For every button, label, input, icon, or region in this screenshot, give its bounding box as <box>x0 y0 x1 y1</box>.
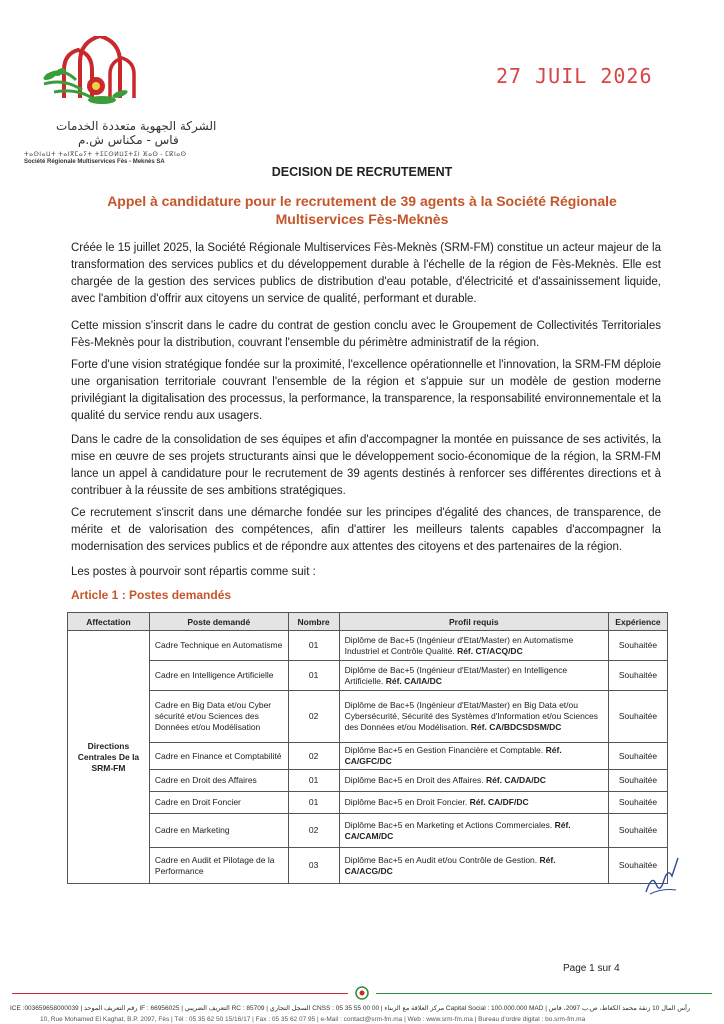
ref-code: Réf. CA/GFC/DC <box>344 745 562 766</box>
paragraph-consolidation: Dans le cadre de la consolidation de ses équipes et afin d'accompagner la montée en puissance de ses activités, la mise en œuvre de ses projets structurants ainsi que le développement socio-économique de la région, la SRM-FM lance un appel à candidature pour le recrutement de 39 agents destinés à renforcer ses différentes directions et à contribuer à la réussite de ses ambitions stratégiques. <box>71 434 661 497</box>
paragraph-mission: Cette mission s'inscrit dans le cadre du contrat de gestion conclu avec le Groupement de Collectivités Territoriales Fès-Meknès pour la distribution, couvrant l'ensemble du périmètre administratif de la région. <box>71 320 661 349</box>
experience-cell: Souhaitée <box>608 661 667 691</box>
profil-cell <box>339 814 608 848</box>
logo-tifinagh-line: ⵜⴰⵙⵏⴰⵡⵜ ⵜⴰⵏⴳⵎⴰⵢⵜ ⵜⵉⵎⵙⵍⵡⵉⵜⵉⵏ ⴼⴰⵙ - ⵎⴽⵏⴰⵙ <box>24 152 187 158</box>
profil-cell <box>339 631 608 661</box>
profil-text: Diplôme Bac+5 en Droit Foncier. <box>344 797 468 807</box>
profil-text: Diplôme Bac+5 en Audit et/ou Contrôle de Gestion. <box>344 854 538 865</box>
profil-cell <box>339 792 608 814</box>
poste-cell: Cadre en Big Data et/ou Cyber sécurité et/ou Sciences des Données et/ou Modélisation <box>149 691 288 743</box>
footer-emblem-icon <box>354 985 370 1001</box>
table-row <box>68 848 668 884</box>
table-row <box>68 661 668 691</box>
ref-code: Réf. CA/DA/DC <box>485 775 546 785</box>
profil-cell <box>339 691 608 743</box>
poste-cell: Cadre en Droit des Affaires <box>149 770 288 792</box>
logo-company-name: Société Régionale Multiservices Fès - Meknès SA <box>24 159 165 165</box>
poste-cell: Cadre en Marketing <box>149 814 288 848</box>
table-row <box>68 792 668 814</box>
header-affectation: Affectation <box>68 613 150 631</box>
article-heading: Article 1 : Postes demandés <box>71 588 232 602</box>
profil-text: Diplôme de Bac+5 (Ingénieur d'Etat/Master) en Intelligence Artificielle. <box>344 664 568 686</box>
profil-text: Diplôme Bac+5 en Droit des Affaires. <box>344 775 484 785</box>
profil-text: Diplôme de Bac+5 (Ingénieur d'Etat/Master) en Big Data et/ou Cybersécurité, Sécurité des Systèmes d'Information et/ou Sciences des Données et/ou Modélisation. <box>344 700 599 732</box>
nombre-cell: 02 <box>288 691 339 743</box>
nombre-cell: 03 <box>288 848 339 884</box>
table-row <box>68 743 668 770</box>
nombre-cell: 01 <box>288 792 339 814</box>
poste-cell: Cadre Technique en Automatisme <box>149 631 288 661</box>
experience-cell: Souhaitée <box>608 770 667 792</box>
profil-cell <box>339 743 608 770</box>
document-title: DECISION DE RECRUTEMENT <box>271 165 453 179</box>
ref-code: Réf. CA/BDCSDSM/DC <box>470 722 562 732</box>
nombre-cell: 01 <box>288 631 339 661</box>
poste-cell: Cadre en Finance et Comptabilité <box>149 743 288 770</box>
experience-cell: Souhaitée <box>608 848 667 884</box>
ref-code: Réf. CT/ACQ/DC <box>457 645 523 656</box>
header-nombre: Nombre <box>288 613 339 631</box>
profil-text: Diplôme Bac+5 en Marketing et Actions Commerciales. <box>344 819 553 830</box>
experience-cell: Souhaitée <box>608 792 667 814</box>
logo-emblem-icon <box>36 36 146 118</box>
nombre-cell: 02 <box>288 743 339 770</box>
paragraph-principles: Ce recrutement s'inscrit dans une démarche fondée sur les principes d'égalité des chances, de transparence, de mérite et de valorisation des compétences, afin d'attirer les meilleurs talents capables d'accompagner la modernisation des services publics et de répondre aux attentes des citoyens et des partenaires de la région. <box>71 507 661 553</box>
profil-cell <box>339 661 608 691</box>
header-poste: Poste demandé <box>149 613 288 631</box>
paragraph-intro: Créée le 15 juillet 2025, la Société Régionale Multiservices Fès-Meknès (SRM-FM) constitue un acteur majeur de la transformation des services publics et du développement durable à l'échelle de la région de Fès-Meknès. Elle est chargée de la gestion des services publics de distribution d'eau potable, d'électricité et d'assainissement liquide, avec l'ambition d'offrir aux citoyens un service de qualité, performant et durable. <box>71 242 661 305</box>
poste-cell: Cadre en Intelligence Artificielle <box>149 661 288 691</box>
poste-cell: Cadre en Audit et Pilotage de la Performance <box>149 848 288 884</box>
logo-arabic-line-1: الشركة الجهوية متعددة الخدمات <box>56 119 217 133</box>
date-stamp: 27 JUIL 2026 <box>496 64 653 88</box>
jobs-table <box>67 612 668 884</box>
ref-code: Réf. CA/CAM/DC <box>344 819 571 841</box>
experience-cell: Souhaitée <box>608 631 667 661</box>
affectation-cell: Directions Centrales De la SRM-FM <box>68 631 150 884</box>
document-subtitle: Appel à candidature pour le recrutement de 39 agents à la Société Régionale Multiservices Fès-Meknès <box>107 193 617 227</box>
table-row <box>68 770 668 792</box>
header-profil: Profil requis <box>339 613 608 631</box>
experience-cell: Souhaitée <box>608 814 667 848</box>
table-header-row <box>68 613 668 631</box>
paragraph-postes-intro: Les postes à pourvoir sont répartis comme suit : <box>71 566 316 578</box>
table-row <box>68 691 668 743</box>
page-number: Page 1 sur 4 <box>563 963 620 974</box>
ref-code: Réf. CA/ACG/DC <box>344 854 556 876</box>
experience-cell: Souhaitée <box>608 743 667 770</box>
profil-text: Diplôme de Bac+5 (Ingénieur d'Etat/Master) en Automatisme Industriel et Contrôle Qualité. <box>344 634 574 656</box>
profil-text: Diplôme Bac+5 en Gestion Financière et Comptable. <box>344 745 544 755</box>
signature-icon <box>642 854 682 898</box>
ref-code: Réf. CA/IA/DC <box>385 675 442 686</box>
profil-cell <box>339 770 608 792</box>
company-logo <box>22 36 217 172</box>
logo-arabic-line-2: فاس - مكناس ش.م <box>78 133 179 147</box>
header-experience: Expérience <box>608 613 667 631</box>
profil-cell <box>339 848 608 884</box>
footer-legal-line: ICE :003659658000039 | رقم التعريف الموحد IF : 66956025 | التعريف الضريبي RC : 85709 | السجل التجاري CNSS : 05 35 55 00 00 | مركز العلاقة مع الزبناء Capital Social : 100.000.000 MAD | رأس المال 10 زنقة محمد الكغاط، ص.ب 2097، فاس <box>10 1005 691 1012</box>
table-row <box>68 631 668 661</box>
footer-contact-line: 10, Rue Mohamed El Kaghat, B.P. 2097, Fès | Tél : 05 35 62 50 15/16/17 | Fax : 05 35 62 07 95 | e-Mail : contact@srm-fm.ma | Web : www.srm-fm.ma | Bureau d'ordre digital : bo.srm-fm.ma <box>40 1016 586 1023</box>
nombre-cell: 01 <box>288 770 339 792</box>
table-row <box>68 814 668 848</box>
paragraph-vision: Forte d'une vision stratégique fondée sur la proximité, l'excellence opérationnelle et l'innovation, la SRM-FM déploie une organisation territoriale couvrant l'ensemble de la région et s'appuie sur un modèle de gestion moderne privilégiant la digitalisation des processus, la performance, la transparence, la responsabilité environnementale et la qualité du service rendu aux usagers. <box>71 359 661 422</box>
nombre-cell: 02 <box>288 814 339 848</box>
poste-cell: Cadre en Droit Foncier <box>149 792 288 814</box>
ref-code: Réf. CA/DF/DC <box>469 797 529 807</box>
nombre-cell: 01 <box>288 661 339 691</box>
experience-cell: Souhaitée <box>608 691 667 743</box>
